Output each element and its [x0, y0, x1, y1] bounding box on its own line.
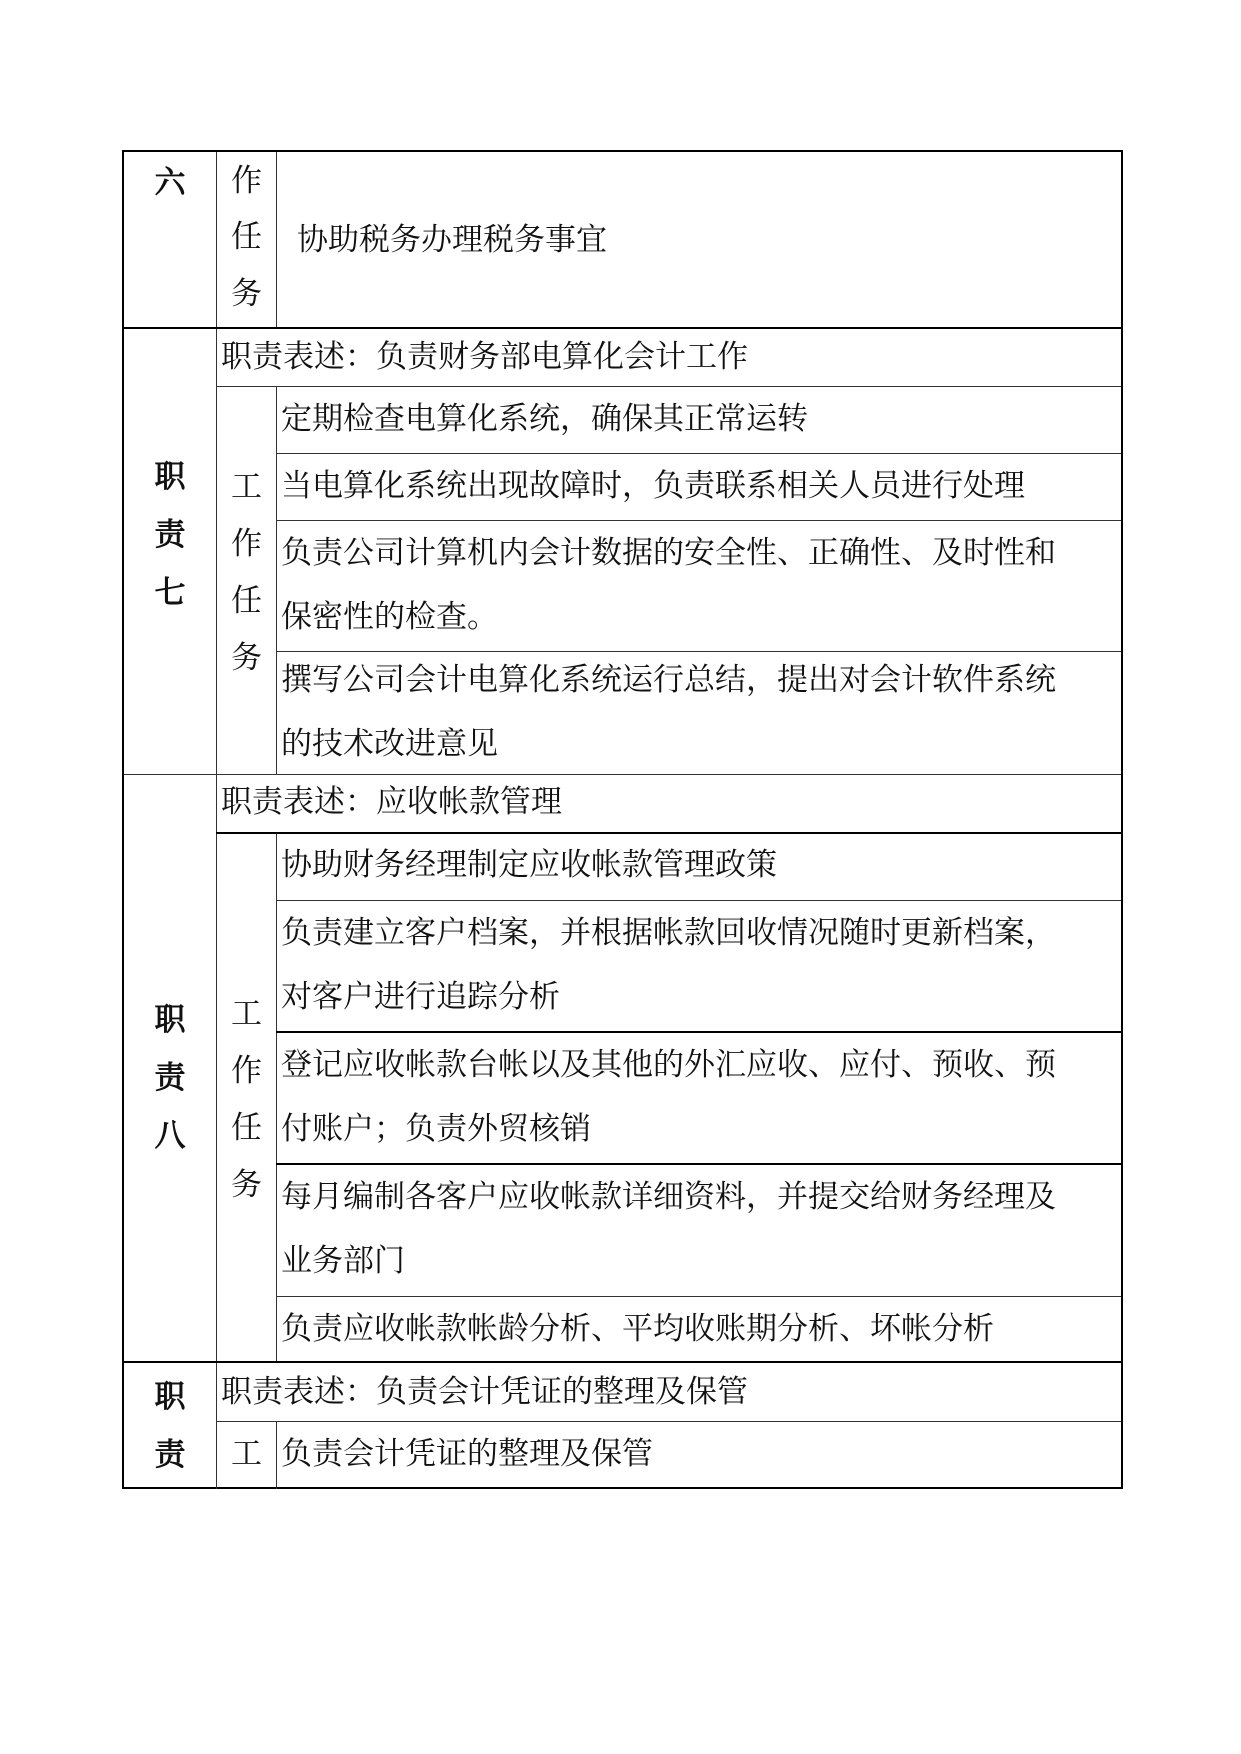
duty8-task-label-char: 任: [231, 1110, 262, 1146]
duty8-task-label-char: 工: [231, 996, 262, 1032]
grid-line: [276, 900, 1121, 901]
duty7-task-cell: [277, 454, 1121, 520]
duty8-task-cell: [277, 901, 1121, 1032]
duty7-task-label-char: 作: [231, 526, 262, 562]
grid-line: [216, 386, 1121, 387]
duty7-task-cell: [277, 652, 1121, 774]
duty7-task-line: 负责公司计算机内会计数据的安全性、正确性、及时性和: [281, 535, 1056, 571]
duty7-task-text: [281, 387, 1119, 451]
duty8-task-cell: [277, 1297, 1121, 1362]
grid-line: [276, 832, 277, 1362]
duty9-statement-cell: [217, 1364, 1121, 1421]
duty8-task-line: 业务部门: [281, 1243, 405, 1279]
grid-line: [276, 386, 277, 774]
duty7-task-line: 的技术改进意见: [281, 726, 498, 762]
grid-line: [124, 774, 1121, 775]
grid-line: [124, 1361, 1121, 1363]
duty8-statement-cell: [217, 775, 1121, 832]
duty8-task-line: 对客户进行追踪分析: [281, 979, 560, 1015]
duty7-label-char: 责: [154, 517, 186, 553]
duty9-task-line: 负责会计凭证的整理及保管: [281, 1436, 653, 1472]
duty6-task-text: 协助税务办理税务事宜: [297, 222, 607, 258]
duty7-label-cell: [124, 329, 216, 774]
duty7-task-label-char: 任: [231, 583, 262, 619]
grid-line: [124, 327, 1121, 329]
duty7-statement-cell: [217, 329, 1121, 386]
grid-line: [216, 152, 217, 1489]
duty7-task-cell: [277, 387, 1121, 453]
grid-line: [276, 1421, 277, 1489]
duty8-task-text: [281, 1165, 1119, 1293]
duty8-task-cell: [277, 834, 1121, 900]
duty9-task-text: [281, 1422, 1119, 1486]
duty8-task-line: 协助财务经理制定应收帐款管理政策: [281, 847, 777, 883]
duty8-label-cell: [124, 775, 216, 1362]
duty8-task-label-char: 作: [231, 1053, 262, 1089]
grid-line: [276, 651, 1121, 652]
duty8-task-label-cell: [217, 834, 276, 1362]
grid-line: [216, 1421, 1121, 1422]
duty7-task-line: 撰写公司会计电算化系统运行总结，提出对会计软件系统: [281, 662, 1056, 698]
grid-line: [276, 1163, 1121, 1165]
duty6-task-label-char: 作: [231, 163, 262, 199]
duty7-task-label-cell: [217, 387, 276, 774]
duty7-task-cell: [277, 521, 1121, 651]
duty9-task-cell: [277, 1422, 1121, 1489]
duty8-statement: 职责表述：应收帐款管理: [221, 784, 562, 820]
duty6-label: 六: [154, 165, 186, 201]
duty9-task-label-cell: [217, 1422, 276, 1489]
duty7-task-line: 定期检查电算化系统，确保其正常运转: [281, 401, 808, 437]
duty9-task-label-char: 工: [231, 1436, 262, 1472]
duty6-task-label-cell: [217, 152, 276, 328]
duty8-task-text: [281, 1033, 1119, 1161]
responsibility-table: [122, 150, 1123, 1489]
grid-line: [216, 832, 1121, 834]
duty7-task-text: [281, 652, 1119, 774]
duty8-task-line: 负责建立客户档案，并根据帐款回收情况随时更新档案，: [281, 915, 1056, 951]
duty8-task-line: 登记应收帐款台帐以及其他的外汇应收、应付、预收、预: [281, 1047, 1056, 1083]
duty7-task-label-char: 务: [231, 640, 262, 676]
duty6-label-cell: [124, 152, 216, 328]
duty9-label-cell: [124, 1364, 216, 1489]
duty7-label-char: 七: [154, 575, 186, 611]
duty8-label-char: 职: [154, 1002, 186, 1038]
duty8-task-cell: [277, 1165, 1121, 1296]
duty7-task-text: [281, 454, 1119, 518]
duty8-task-label-char: 务: [231, 1167, 262, 1203]
grid-line: [276, 453, 1121, 454]
duty8-task-text: [281, 1297, 1119, 1361]
duty7-statement: 职责表述：负责财务部电算化会计工作: [221, 339, 748, 375]
duty7-task-text: [281, 521, 1119, 649]
duty7-task-line: 当电算化系统出现故障时，负责联系相关人员进行处理: [281, 468, 1025, 504]
duty8-label-char: 责: [154, 1060, 186, 1096]
duty6-task-cell: [277, 152, 1121, 328]
grid-line: [276, 520, 1121, 521]
duty9-statement: 职责表述：负责会计凭证的整理及保管: [221, 1374, 748, 1410]
duty7-task-label-char: 工: [231, 469, 262, 505]
duty8-task-line: 负责应收帐款帐龄分析、平均收账期分析、坏帐分析: [281, 1311, 994, 1347]
duty8-task-line: 付账户；负责外贸核销: [281, 1111, 591, 1147]
duty7-task-line: 保密性的检查。: [281, 599, 498, 635]
duty9-label-char: 职: [154, 1379, 186, 1415]
duty8-task-cell: [277, 1033, 1121, 1164]
duty7-label-char: 职: [154, 459, 186, 495]
duty8-task-text: [281, 834, 1119, 897]
grid-line: [276, 1296, 1121, 1297]
duty8-task-line: 每月编制各客户应收帐款详细资料，并提交给财务经理及: [281, 1179, 1056, 1215]
duty8-label-char: 八: [154, 1118, 186, 1154]
grid-line: [276, 1031, 1121, 1033]
duty9-label-char: 责: [154, 1437, 186, 1473]
grid-line: [276, 152, 277, 328]
duty6-task-label-char: 务: [231, 276, 262, 312]
duty6-task-label-char: 任: [231, 219, 262, 255]
duty8-task-text: [281, 901, 1119, 1029]
